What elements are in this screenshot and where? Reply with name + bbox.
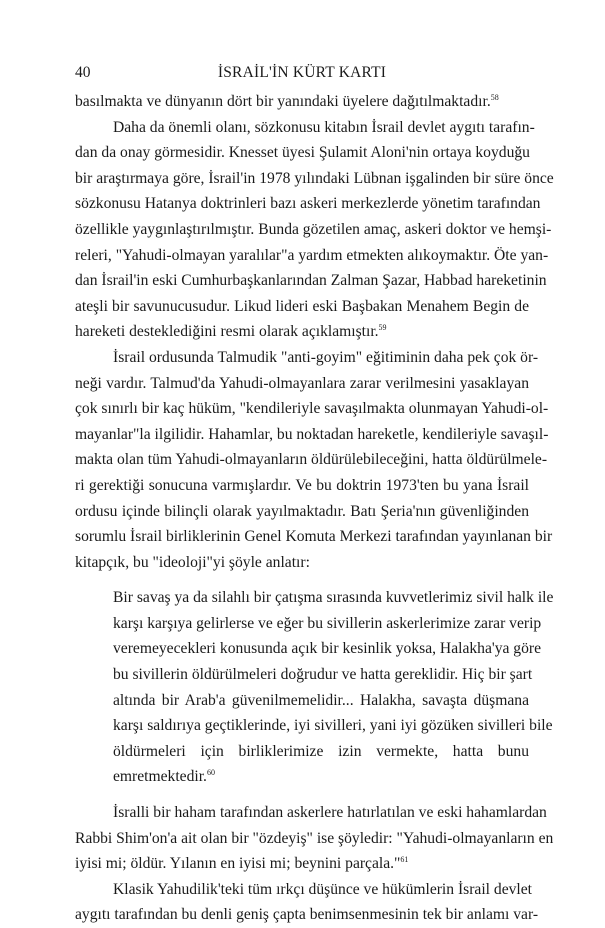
line-text: bir araştırmaya göre, İsrail'in 1978 yılındaki Lübnan işgalinden bir süre önce (75, 169, 554, 187)
block-quote (113, 585, 554, 790)
line-text: bu sivillerin öldürülmeleri doğrudur ve hatta gereklidir. Hiç bir şart (113, 666, 533, 684)
text-line (75, 851, 529, 877)
paragraph (75, 345, 553, 575)
line-text: ri gerektiği sonucuna varmışlardır. Ve bu doktrin 1973'ten bu yana İsrail (75, 476, 529, 494)
text-line (75, 345, 539, 371)
line-text: makta olan tüm Yahudi-olmayanların öldürülebileceğini, hatta öldürülmele- (75, 451, 548, 469)
line-text: kitapçık, bu "ideoloji"yi şöyle anlatır: (75, 553, 310, 571)
text-line (75, 371, 529, 397)
text-line (113, 764, 529, 790)
line-text: neği vardır. Talmud'da Yahudi-olmayanlara zarar verilmesini yasaklayan (75, 374, 529, 392)
text-line (75, 396, 549, 422)
text-line (75, 550, 529, 576)
text-line (75, 524, 553, 550)
text-line (75, 217, 552, 243)
line-text: Klasik Yahudilik'teki tüm ırkçı düşünce ve hükümlerin İsrail devlet (113, 880, 533, 898)
text-line (75, 294, 529, 320)
line-text: sözkonusu Hatanya doktrinleri bazı askeri merkezlerde yönetim tarafından (75, 195, 541, 213)
line-text: dan İsrail'in eski Cumhurbaşkanlarından Zalman Şazar, Habbad hareketinin (75, 272, 547, 290)
line-text: çok sınırlı bir kaç hüküm, "kendileriyle savaşılmakta olunmayan Yahudi-ol- (75, 400, 549, 418)
line-text: öldürmeleri için birliklerimize izin vermekte, hatta bunu (113, 742, 529, 760)
text-line (75, 268, 547, 294)
page-number: 40 (75, 64, 91, 81)
line-text: altında bir Arab'a güvenilmemelidir... Halakha, savaşta düşmana (113, 691, 529, 709)
line-text: özellikle yaygınlaştırılmıştır. Bunda gözetilen amaç, askeri doktor ve hemşi- (75, 220, 552, 238)
text-line (113, 739, 529, 765)
paragraphs-before-quote (75, 89, 554, 575)
footnote-reference[interactable]: 58 (490, 93, 499, 102)
running-head (75, 64, 529, 86)
text-line (75, 447, 548, 473)
line-text: emretmektedir. (113, 768, 207, 786)
line-text: aygıtı tarafından bu denli geniş çapta benimsenmesinin tek bir anlamı var- (75, 906, 539, 924)
line-text: İsrail ordusunda Talmudik "anti-goyim" eğitiminin daha pek çok ör- (113, 348, 539, 366)
text-line (75, 422, 549, 448)
line-text: Rabbi Shim'on'a ait olan bir "özdeyiş" ise şöyledir: "Yahudi-olmayanların en (75, 829, 554, 847)
text-line (113, 662, 533, 688)
line-text: İsralli bir haham tarafından askerlere hatırlatılan ve eski hahamlardan (113, 804, 547, 822)
text-line (75, 319, 529, 345)
line-text: karşı karşıya gelirlerse ve eğer bu sivillerin askerlerimize zarar verip (113, 614, 542, 632)
text-line (113, 636, 542, 662)
text-line (75, 115, 535, 141)
line-text: veremeyecekleri konusunda açık bir kesinlik yoksa, Halakha'ya göre (113, 640, 542, 658)
footnote-reference[interactable]: 61 (400, 855, 409, 865)
line-text: hareketi desteklediğini resmi olarak açıklamıştır. (75, 323, 379, 341)
line-text: Daha da önemli olanı, sözkonusu kitabın İsrail devlet aygıtı tarafın- (113, 118, 535, 136)
text-line (75, 800, 547, 826)
text-line (75, 166, 554, 192)
line-text: karşı saldırıya geçtiklerinde, iyi sivilleri, yani iyi gözüken sivilleri bile (113, 717, 553, 735)
paragraph (75, 877, 539, 928)
line-text: ateşli bir savunucusudur. Likud lideri eski Başbakan Menahem Begin de (75, 297, 529, 315)
text-line (75, 191, 541, 217)
footnote-reference[interactable]: 60 (206, 768, 215, 778)
footnote-reference[interactable]: 59 (378, 323, 387, 333)
text-line (113, 585, 554, 611)
text-line (113, 611, 542, 637)
line-text: ordusu içinde bilinçli olarak yayılmaktadır. Batı Şeria'nın güvenliğinden (75, 502, 529, 520)
book-title: İSRAİL'İN KÜRT KARTI (217, 64, 387, 81)
body-text (75, 89, 554, 928)
text-line (113, 713, 553, 739)
paragraphs-after-quote (75, 800, 554, 928)
line-text: releri, "Yahudi-olmayan yaralılar"a yardım etmekten alıkoymaktır. Öte yan- (75, 246, 549, 264)
text-line (75, 902, 539, 928)
text-line (75, 826, 554, 852)
paragraph (75, 800, 554, 877)
paragraph (75, 115, 554, 345)
text-line (75, 473, 529, 499)
text-line (113, 688, 529, 714)
line-text: iyisi mi; öldür. Yılanın en iyisi mi; beynini parçala." (75, 855, 401, 873)
text-line (75, 140, 529, 166)
line-text: Bir savaş ya da silahlı bir çatışma sırasında kuvvetlerimiz sivil halk ile (113, 589, 554, 607)
line-text: dan da onay görmesidir. Knesset üyesi Şulamit Aloni'nin ortaya koyduğu (75, 144, 530, 162)
text-line (75, 877, 533, 903)
paragraph (75, 89, 529, 115)
line-text: basılmakta ve dünyanın dört bir yanındaki üyelere dağıtılmaktadır. (75, 93, 491, 110)
line-text: mayanlar"la ilgilidir. Hahamlar, bu noktadan hareketle, kendileriyle savaşıl- (75, 425, 549, 443)
line-text: sorumlu İsrail birliklerinin Genel Komuta Merkezi tarafından yayınlanan bir (75, 528, 553, 546)
text-line (75, 89, 529, 115)
text-line (75, 243, 549, 269)
text-line (75, 499, 529, 525)
